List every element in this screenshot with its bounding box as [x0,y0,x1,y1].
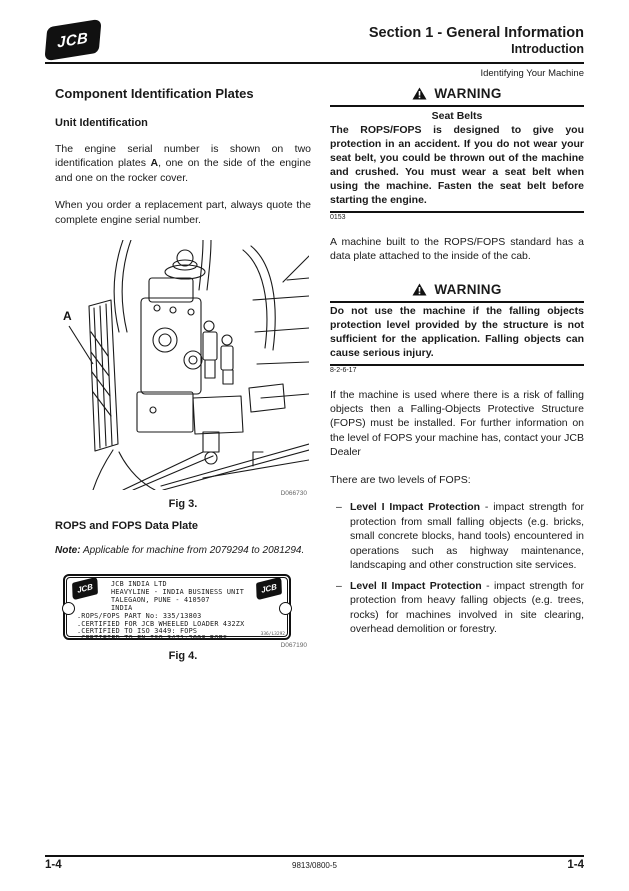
page-number-left: 1-4 [45,859,62,871]
plate-line-country: INDIA [111,604,133,613]
jcb-logo [46,21,100,60]
plate-line-division: HEAVYLINE - INDIA BUSINESS UNIT [111,588,245,597]
warning1-subtitle: Seat Belts [431,110,483,122]
list-item-level-1 [336,500,584,572]
warning-box-falling-objects [330,280,584,374]
right-column [330,84,584,643]
plate-certified-fops: .CERTIFIED TO ISO 3449: FOPS [77,626,198,635]
warning1-rule-top [330,105,584,107]
level1-body: - impact strength for protection from small falling objects (e.g. bricks, small concrete blocks, hand tools) encountered in operations such as highway maintenance, landscaping and other construction site services. [350,501,584,572]
warning2-body: Do not use the machine if the falling objects protection level provided by the structure is not sufficient for the application. Falling objects can cause serious injury. [330,304,584,359]
plate-certified-rops: .CERTIFIED TO EN ISO 3471:2008 ROPS [77,634,228,643]
unit-identification-para2: When you order a replacement part, always quote the complete engine serial number. [55,199,311,226]
para1-pre: The engine serial number is shown on two identification plates [55,143,311,170]
warning-triangle-icon [412,283,427,296]
level2-body: - impact strength for protection from heavy falling objects (e.g. trees, rocks) for machines involved in site clearing, overhead demolition or forestry. [350,579,584,636]
rops-fops-data-plate [63,574,291,643]
fig4-drawing-code: D067190 [280,642,307,650]
bullet-dash: – [336,501,342,514]
warning-box-seat-belts [330,84,584,221]
engine-diagram [57,240,309,490]
rops-standard-para: A machine built to the ROPS/FOPS standard has a data plate attached to the inside of the cab. [330,235,584,263]
fops-levels-list [336,500,584,636]
warning2-title-row [330,280,584,301]
unit-identification-heading: Unit Identification [55,117,148,129]
warning2-title: WARNING [434,281,502,297]
footer-rule [45,855,584,857]
para1-post: , one on the side of the engine and one on the rocker cover. [55,157,312,184]
level2-text [350,579,584,637]
plate-logo-text: JCB [76,582,94,596]
fig4-caption: Fig 4. [168,650,198,663]
warning-triangle-icon [412,87,427,100]
document-code: 9813/0800-5 [292,861,337,870]
plate-header-text [111,580,244,612]
level1-text [350,500,584,572]
plate-line-address: TALEGAON, PUNE - 410507 [111,596,210,605]
list-item-level-2 [336,579,584,637]
section-subtitle: Introduction [511,42,584,57]
page-number-right: 1-4 [567,859,584,871]
plate-line-company: JCB INDIA LTD [111,580,167,589]
header-rule [45,62,584,64]
warning2-rule-top [330,301,584,303]
note-text: Applicable for machine from 2079294 to 2081294. [80,545,305,557]
level2-bold: Level II Impact Protection [350,579,482,592]
para1-callout-a: A [150,157,159,170]
section-title: Section 1 - General Information [368,25,584,41]
fops-install-para: If the machine is used where there is a risk of falling objects then a Falling-Objects Protective Structure (FOPS) must be installed. For further information on the level of FOPS your machine has, contact your JCB Dealer [330,388,584,459]
plate-certification-text [77,613,244,642]
plate-small-code: 336/L3292 [260,632,285,638]
fig3-caption: Fig 3. [168,498,198,511]
warning1-title-row [330,84,584,105]
warning1-rule-bottom [330,211,584,213]
bullet-dash: – [336,579,342,592]
note [55,545,311,556]
warning2-rule-bottom [330,364,584,366]
plate-part-number: .ROPS/FOPS PART No: 335/13803 [77,612,202,621]
header-titles [369,24,584,58]
label-a: A [63,309,72,324]
breadcrumb: Identifying Your Machine [480,68,584,79]
plate-logo-text: JCB [260,582,278,596]
plate-certified-machine: .CERTIFIED FOR JCB WHEELED LOADER 432ZX [77,619,245,628]
figure-4 [55,574,311,662]
warning1-title: WARNING [434,86,502,101]
page-title: Component Identification Plates [55,86,254,101]
unit-identification-para1 [55,142,311,185]
level1-bold: Level I Impact Protection [350,501,481,514]
fig3-drawing-code: D066730 [280,490,307,498]
jcb-logo-text: JCB [57,28,89,52]
warning1-body: The ROPS/FOPS is designed to give you protection in an accident. If you do not wear your seat belt, you could be thrown out of the machine and crushed. You must wear a seat belt when using the machine. Fasten the seat belt before starting the engine. [330,124,584,206]
warning2-code: 8-2-6-17 [330,366,357,374]
left-column [55,86,311,672]
warning1-code: 0153 [330,213,346,221]
fops-levels-intro: There are two levels of FOPS: [330,473,471,486]
rops-fops-heading: ROPS and FOPS Data Plate [55,520,199,533]
plate-hole-right [279,602,292,615]
figure-3 [55,240,311,510]
note-label: Note: [55,545,81,557]
